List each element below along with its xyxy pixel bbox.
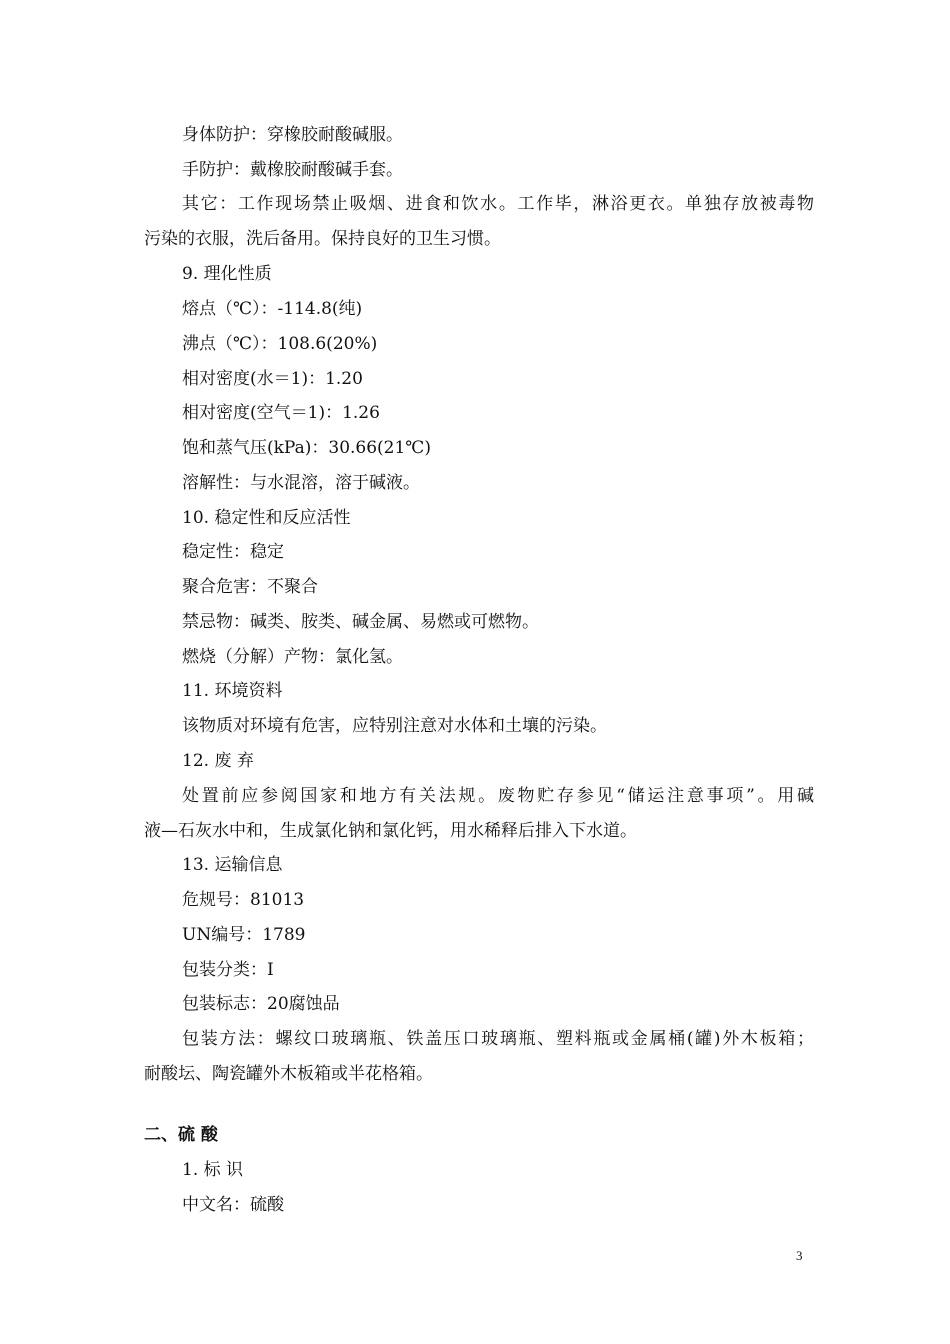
stability-line: 稳定性：稳定 (182, 542, 284, 562)
package-label-line: 包装标志：20腐蚀品 (182, 994, 340, 1014)
packing-method-line-1: 包装方法：螺纹口玻璃瓶、铁盖压口玻璃瓶、塑料瓶或金属桶(罐)外木板箱； (182, 1029, 814, 1049)
hand-protection-line: 手防护：戴橡胶耐酸碱手套。 (182, 160, 403, 180)
body-protection-line: 身体防护：穿橡胶耐酸碱服。 (182, 125, 403, 145)
section-11-heading: 11. 环境资料 (182, 681, 283, 701)
section-12-heading: 12. 废 弃 (182, 751, 254, 771)
section-9-heading: 9. 理化性质 (182, 264, 272, 284)
solubility-line: 溶解性：与水混溶，溶于碱液。 (182, 473, 420, 493)
page-number: 3 (796, 1248, 803, 1263)
boiling-point-line: 沸点（℃）：108.6(20%) (182, 334, 378, 354)
relative-density-water-line: 相对密度(水＝1)：1.20 (182, 369, 363, 389)
chinese-name-line: 中文名：硫酸 (182, 1195, 284, 1215)
disposal-line-1: 处置前应参阅国家和地方有关法规。废物贮存参见“储运注意事项”。用碱 (182, 786, 814, 806)
un-number-line: UN编号：1789 (182, 925, 306, 945)
vapor-pressure-line: 饱和蒸气压(kPa)：30.66(21℃) (182, 438, 431, 458)
polymerization-line: 聚合危害：不聚合 (182, 577, 318, 597)
disposal-line-2: 液—石灰水中和，生成氯化钠和氯化钙，用水稀释后排入下水道。 (144, 821, 637, 841)
sulfuric-acid-heading: 二、硫 酸 (144, 1125, 218, 1145)
section-13-heading: 13. 运输信息 (182, 855, 283, 875)
melting-point-line: 熔点（℃）：-114.8(纯) (182, 299, 363, 319)
environment-line: 该物质对环境有危害，应特别注意对水体和土壤的污染。 (182, 716, 607, 736)
other-protection-line-1: 其它：工作现场禁止吸烟、进食和饮水。工作毕，淋浴更衣。单独存放被毒物 (182, 194, 814, 214)
incompatible-materials-line: 禁忌物：碱类、胺类、碱金属、易燃或可燃物。 (182, 612, 539, 632)
identification-heading: 1. 标 识 (182, 1160, 244, 1180)
combustion-products-line: 燃烧（分解）产物：氯化氢。 (182, 647, 403, 667)
packing-method-line-2: 耐酸坛、陶瓷罐外木板箱或半花格箱。 (144, 1064, 433, 1084)
other-protection-line-2: 污染的衣服，洗后备用。保持良好的卫生习惯。 (144, 229, 501, 249)
relative-density-air-line: 相对密度(空气＝1)：1.26 (182, 403, 380, 423)
dangerous-goods-number-line: 危规号：81013 (182, 890, 305, 910)
section-10-heading: 10. 稳定性和反应活性 (182, 508, 351, 528)
package-class-line: 包装分类：I (182, 960, 274, 980)
